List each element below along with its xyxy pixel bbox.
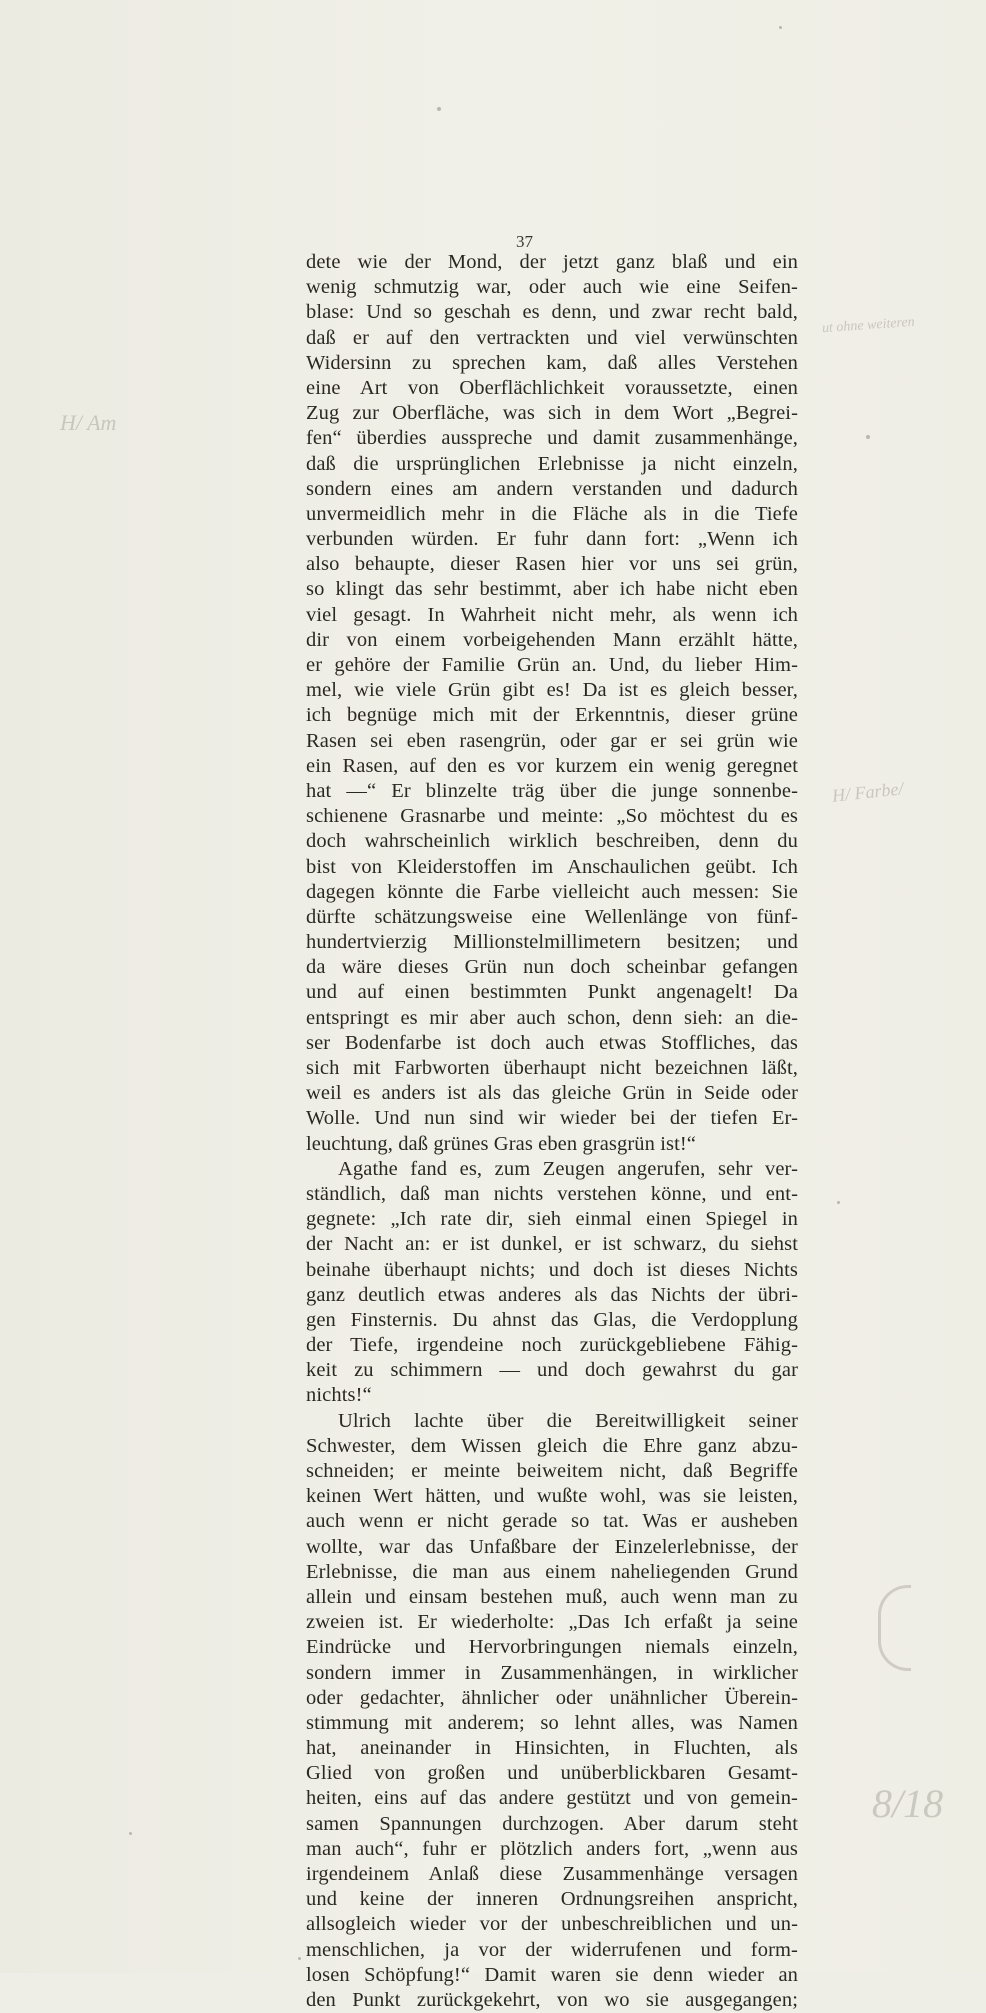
page-number: 37 (516, 232, 533, 251)
text-line: zweien ist. Er wiederholte: „Das Ich erfaßt ja seine (306, 1611, 798, 1634)
ink-speck (298, 1957, 301, 1960)
text-line: schneiden; er meinte beiweitem nicht, daß Begriffe (306, 1460, 798, 1482)
text-line: sondern immer in Zusammenhängen, in wirklicher (306, 1661, 798, 1684)
text-line: ser Bodenfarbe ist doch auch etwas Stoffliches, das (306, 1031, 798, 1054)
text-line: der Tiefe, irgendeine noch zurückgebliebene Fähig- (306, 1334, 798, 1357)
text-line: dir von einem vorbeigehenden Mann erzählt hätte, (306, 628, 798, 651)
text-line: samen Spannungen durchzogen. Aber darum steht (306, 1812, 798, 1835)
text-line: doch wahrscheinlich wirklich beschreiben, denn du (306, 830, 798, 853)
margin-note-pencil: H/ Farbe/ (831, 778, 905, 806)
text-line: entspringt es mir aber auch schon, denn sieh: an die- (306, 1006, 798, 1029)
text-line: gen Finsternis. Du ahnst das Glas, die Verdopplung (306, 1308, 798, 1331)
text-line: keit zu schimmern — und doch gewahrst du gar (306, 1359, 798, 1382)
text-line: Ulrich lachte über die Bereitwilligkeit seiner (338, 1409, 798, 1432)
text-line: ich begnüge mich mit der Erkenntnis, dieser grüne (306, 704, 798, 727)
text-line: oder gedachter, ähnlicher oder unähnlicher Überein- (306, 1686, 798, 1709)
text-line: fen“ überdies ausspreche und damit zusammenhänge, (306, 427, 798, 450)
text-line: nichts!“ (306, 1384, 372, 1407)
text-line: allein und einsam bestehen muß, auch wenn man zu (306, 1585, 798, 1608)
text-line: leuchtung, daß grünes Gras eben grasgrün ist!“ (306, 1132, 696, 1155)
text-line: dete wie der Mond, der jetzt ganz blaß und ein (306, 251, 798, 273)
text-line: dürfte schätzungsweise eine Wellenlänge von fünf- (306, 905, 798, 928)
text-line: losen Schöpfung!“ Damit waren sie denn wieder an (306, 1963, 798, 1986)
text-line: Schwester, dem Wissen gleich die Ehre ganz abzu- (306, 1434, 798, 1457)
text-line: stimmung mit anderem; so lehnt alles, was Namen (306, 1711, 798, 1734)
text-line: schienene Grasnarbe und meinte: „So möchtest du es (306, 805, 798, 828)
text-line: gegnete: „Ich rate dir, sieh einmal einen Spiegel in (306, 1208, 798, 1231)
margin-bracket-mark (878, 1585, 911, 1671)
text-line: ganz deutlich etwas anderes als das Nichts der übri- (306, 1283, 798, 1306)
text-line: irgendeinem Anlaß diese Zusammenhänge versagen (306, 1863, 798, 1885)
text-line: Rasen sei eben rasengrün, oder gar er sei grün wie (306, 729, 798, 752)
text-line: Erlebnisse, die man aus einem naheliegenden Grund (306, 1560, 798, 1583)
text-line: Zug zur Oberfläche, was sich in dem Wort „Begrei- (306, 402, 798, 425)
text-line: Eindrücke und Hervorbringungen niemals einzeln, (306, 1636, 798, 1659)
text-line: sich mit Farbworten überhaupt nicht bezeichnen läßt, (306, 1057, 798, 1079)
text-line: heiten, eins auf das andere gestützt und von gemein- (306, 1787, 798, 1810)
text-line: der Nacht an: er ist dunkel, er ist schwarz, du siehst (306, 1233, 798, 1256)
text-line: daß die ursprünglichen Erlebnisse ja nicht einzeln, (306, 452, 798, 475)
text-line: sondern eines am andern verstanden und dadurch (306, 477, 798, 500)
text-line: er gehöre der Familie Grün an. Und, du lieber Him- (306, 654, 798, 676)
text-line: keinen Wert hätten, und wußte wohl, was sie leisten, (306, 1485, 798, 1508)
text-line: und keine der inneren Ordnungsreihen anspricht, (306, 1888, 798, 1911)
text-line: den Punkt zurückgekehrt, von wo sie ausgegangen; (306, 1988, 798, 2011)
text-line: eine Art von Oberflächlichkeit voraussetzte, einen (306, 376, 798, 399)
ink-speck (437, 107, 441, 111)
text-line: beinahe überhaupt nichts; und doch ist dieses Nichts (306, 1258, 798, 1281)
text-line: ein Rasen, auf den es vor kurzem ein wenig geregnet (306, 754, 798, 777)
text-line: Agathe fand es, zum Zeugen angerufen, sehr ver- (338, 1157, 798, 1180)
text-line: Wolle. Und nun sind wir wieder bei der tiefen Er- (306, 1107, 798, 1130)
text-line: wollte, war das Unfaßbare der Einzelerlebnisse, der (306, 1535, 798, 1558)
text-line: hundertvierzig Millionstelmillimetern besitzen; und (306, 931, 798, 954)
text-line: man auch“, fuhr er plötzlich anders fort, „wenn aus (306, 1837, 798, 1860)
ink-speck (129, 1832, 132, 1835)
text-line: verbunden würden. Er fuhr dann fort: „Wenn ich (306, 528, 798, 551)
text-line: dagegen könnte die Farbe vielleicht auch messen: Sie (306, 880, 798, 903)
text-line: wenig schmutzig war, oder auch wie eine Seifen- (306, 276, 798, 299)
text-line: daß er auf den vertrackten und viel verwünschten (306, 326, 798, 349)
text-line: blase: Und so geschah es denn, und zwar recht bald, (306, 301, 798, 324)
ink-speck (779, 26, 782, 29)
text-line: allsogleich wieder vor der unbeschreiblichen und un- (306, 1913, 798, 1936)
margin-note-pencil: H/ Am (60, 410, 117, 435)
text-line: menschlichen, ja vor der widerrufenen und form- (306, 1938, 798, 1961)
body-text (306, 250, 798, 2013)
text-line: bist von Kleiderstoffen im Anschaulichen geübt. Ich (306, 855, 798, 878)
margin-note-pencil: ut ohne weiteren (821, 314, 916, 337)
ink-speck (866, 435, 870, 439)
text-line: und auf einen bestimmten Punkt angenagelt! Da (306, 981, 798, 1004)
ink-speck (837, 1201, 840, 1204)
text-line: hat, aneinander in Hinsichten, in Fluchten, als (306, 1737, 798, 1760)
margin-note-pencil: 8/18 (872, 1781, 944, 1826)
text-line: also behaupte, dieser Rasen hier vor uns sei grün, (306, 553, 798, 576)
text-line: weil es anders ist als das gleiche Grün in Seide oder (306, 1082, 798, 1105)
text-line: auch wenn er nicht gerade so tat. Was er ausheben (306, 1510, 798, 1533)
text-line: so klingt das sehr bestimmt, aber ich habe nicht eben (306, 578, 798, 601)
text-line: mel, wie viele Grün gibt es! Da ist es gleich besser, (306, 679, 798, 702)
text-line: hat —“ Er blinzelte träg über die junge sonnenbe- (306, 779, 798, 802)
text-line: da wäre dieses Grün nun doch scheinbar gefangen (306, 956, 798, 979)
text-line: Glied von großen und unüberblickbaren Gesamt- (306, 1762, 798, 1785)
text-line: unvermeidlich mehr in die Fläche als in die Tiefe (306, 502, 798, 525)
text-line: ständlich, daß man nichts verstehen könne, und ent- (306, 1182, 798, 1205)
text-line: Widersinn zu sprechen kam, daß alles Verstehen (306, 351, 798, 374)
text-line: viel gesagt. In Wahrheit nicht mehr, als wenn ich (306, 603, 798, 626)
